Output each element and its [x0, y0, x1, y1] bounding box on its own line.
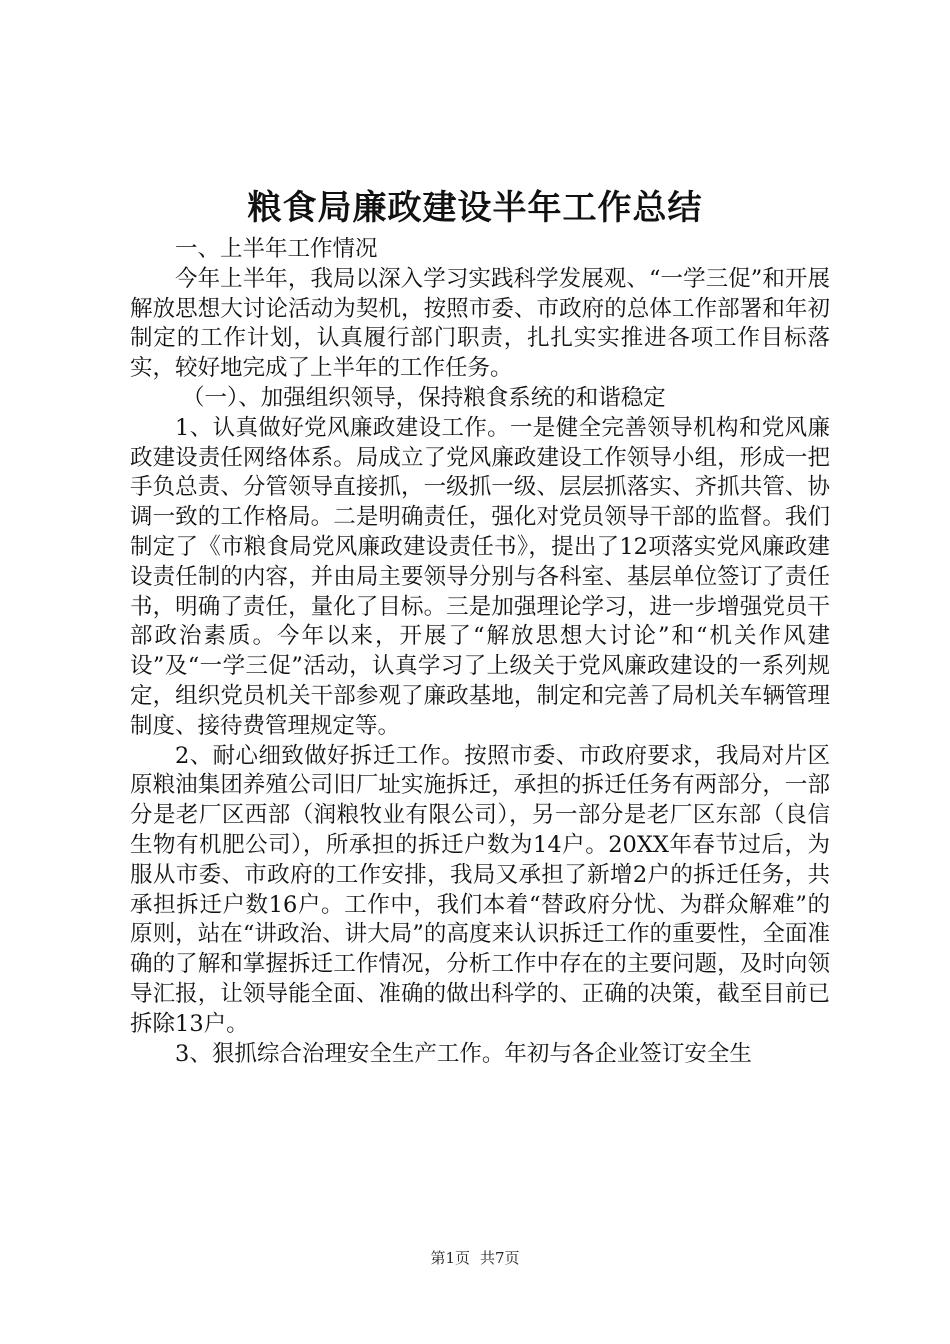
body-paragraph: 2、耐心细致做好拆迁工作。按照市委、市政府要求，我局对片区原粮油集团养殖公司旧厂址实施拆迁，承担的拆迁任务有两部分，一部分是老厂区西部（润粮牧业有限公司），另一部分是老厂区东部（良信生物有机肥公司），所承担的拆迁户数为14户。20XX年春节过后，为服从市委、市政府的工作安排，我局又承担了新增2户的拆迁任务，共承担拆迁户数16户。工作中，我们本着“替政府分忧、为群众解难”的原则，站在“讲政治、讲大局”的高度来认识拆迁工作的重要性，全面准确的了解和掌握拆迁工作情况，分析工作中存在的主要问题，及时向领导汇报，让领导能全面、准确的做出科学的、正确的决策，截至目前已拆除13户。	[130, 742, 830, 1037]
page-footer	[0, 1248, 950, 1268]
page-number: 第1页	[430, 1249, 470, 1267]
body-paragraph: 3、狠抓综合治理安全生产工作。年初与各企业签订安全生	[175, 1040, 752, 1067]
document-title: 粮食局廉政建设半年工作总结	[247, 188, 703, 228]
body-paragraph: 今年上半年，我局以深入学习实践科学发展观、“一学三促”和开展解放思想大讨论活动为契机，按照市委、市政府的总体工作部署和年初制定的工作计划，认真履行部门职责，扎扎实实推进各项工作目标落实，较好地完成了上半年的工作任务。	[130, 265, 830, 382]
body-paragraph: 1、认真做好党风廉政建设工作。一是健全完善领导机构和党风廉政建设责任网络体系。局成立了党风廉政建设工作领导小组，形成一把手负总责、分管领导直接抓，一级抓一级、层层抓落实、齐抓共管、协调一致的工作格局。二是明确责任，强化对党员领导干部的监督。我们制定了《市粮食局党风廉政建设责任书》，提出了12项落实党风廉政建设责任制的内容，并由局主要领导分别与各科室、基层单位签订了责任书，明确了责任，量化了目标。三是加强理论学习，进一步增强党员干部政治素质。今年以来，开展了“解放思想大讨论”和“机关作风建设”及“一学三促”活动，认真学习了上级关于党风廉政建设的一系列规定，组织党员机关干部参观了廉政基地，制定和完善了局机关车辆管理制度、接待费管理规定等。	[130, 414, 830, 739]
page-total: 共7页	[480, 1249, 520, 1267]
section-heading: 一、上半年工作情况	[175, 236, 378, 262]
document-body	[130, 235, 830, 1069]
subsection-heading: （一）、加强组织领导，保持粮食系统的和谐稳定	[182, 384, 666, 411]
